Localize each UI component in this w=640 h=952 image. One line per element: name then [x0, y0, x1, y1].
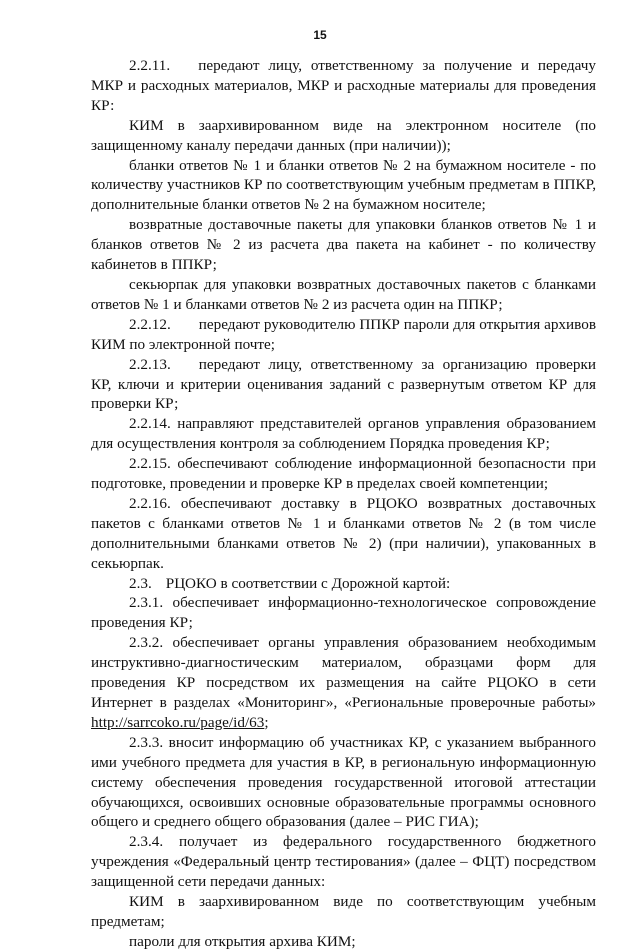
document-body: [91, 56, 596, 952]
paragraph-text: 2.3.3. вносит информацию об участниках КР, с указанием выбранного ими учебного предмета для участия в КР, в региональную информационную систему обеспечения проведения государственной итоговой аттестации обучающихся, освоивших основные образовательные программы основного общего и среднего общего образования (далее – РИС ГИА);: [91, 733, 596, 831]
paragraph-text: 2.2.15. обеспечивают соблюдение информационной безопасности при подготовке, проведении и проверке КР в пределах своей компетенции;: [91, 455, 596, 493]
paragraph-2-2-16: [91, 494, 596, 574]
paragraph-text: возвратные доставочные пакеты для упаковки бланков ответов № 1 и бланков ответов № 2 из расчета два пакета на кабинет - по количеству кабинетов в ППКР;: [91, 216, 596, 274]
paragraph-2-3-2: [91, 633, 596, 733]
clause-number: 2.2.12.: [129, 315, 171, 333]
paragraph-securepak: [91, 275, 596, 315]
paragraph-text: 2.3.4. получает из федерального государственного бюджетного учреждения «Федеральный центр тестирования» (далее – ФЦТ) посредством защищенной сети передачи данных:: [91, 833, 596, 891]
clause-number: 2.3.: [129, 574, 152, 592]
paragraph-text: пароли для открытия архива КИМ;: [129, 932, 356, 950]
paragraph-text: 2.2.14. направляют представителей органов управления образованием для осуществления контроля за соблюдением Порядка проведения КР;: [91, 415, 596, 453]
clause-number: 2.2.11.: [129, 57, 171, 74]
paragraph-2-2-15: [91, 454, 596, 494]
paragraph-text: секьюрпак для упаковки возвратных доставочных пакетов с бланками ответов № 1 и бланками ответов № 2 из расчета один на ППКР;: [91, 275, 596, 313]
paragraph-2-2-13: [91, 355, 596, 415]
paragraph-text: КИМ в заархивированном виде по соответствующим учебным предметам;: [91, 893, 596, 930]
paragraph-2-3-4: [91, 832, 596, 892]
paragraph-text: 2.3.1. обеспечивает информационно-технологическое сопровождение проведения КР;: [91, 594, 596, 632]
clause-number: 2.2.13.: [129, 355, 171, 373]
page-number: 15: [313, 28, 327, 42]
punctuation: ;: [264, 713, 269, 731]
paragraph-text: 2.2.16. обеспечивают доставку в РЦОКО возвратных доставочных пакетов с бланками ответов № 1 и бланками ответов № 2 (в том числе дополнительными бланками ответов № 2) (при наличии), упакованных в секьюрпак.: [91, 494, 596, 572]
paragraph-2-3-1: [91, 593, 596, 633]
paragraph-text: бланки ответов № 1 и бланки ответов № 2 на бумажном носителе - по количеству участников КР по соответствующим учебным предметам в ППКР, дополнительные бланки ответов № 2 на бумажном носителе;: [91, 156, 596, 214]
paragraph-text: РЦОКО в соответствии с Дорожной картой:: [165, 574, 451, 592]
paragraph-return-packages: [91, 215, 596, 275]
paragraph-text: 2.3.2. обеспечивает органы управления образованием необходимым инструктивно-диагностическим материалом, образцами форм для проведения КР посредством их размещения на сайте РЦОКО в сети Интернет в разделах «Мониторинг», «Региональные проверочные работы»: [91, 634, 596, 711]
paragraph-passwords: [91, 932, 596, 952]
paragraph-text: передают лицу, ответственному за организацию проверки КР, ключи и критерии оценивания заданий с развернутым ответом КР для проверки КР;: [91, 355, 596, 413]
paragraph-text: передают руководителю ППКР пароли для открытия архивов КИМ по электронной почте;: [91, 315, 596, 353]
paragraph-kim-subjects: [91, 892, 596, 932]
paragraph-answer-sheets: [91, 156, 596, 216]
paragraph-text: КИМ в заархивированном виде на электронном носителе (по защищенному каналу передачи данных (при наличии));: [91, 116, 596, 154]
paragraph-2-2-11: [91, 56, 596, 116]
paragraph-2-2-12: [91, 315, 596, 355]
paragraph-2-3: [91, 574, 596, 594]
paragraph-2-2-14: [91, 414, 596, 454]
paragraph-2-3-3: [91, 733, 596, 833]
paragraph-kim-archive: [91, 116, 596, 156]
rcoko-link[interactable]: http://sarrcoko.ru/page/id/63: [91, 713, 265, 731]
paragraph-text: передают лицу, ответственному за получение и передачу МКР и расходных материалов, МКР и расходные материалы для проведения КР:: [91, 57, 596, 114]
